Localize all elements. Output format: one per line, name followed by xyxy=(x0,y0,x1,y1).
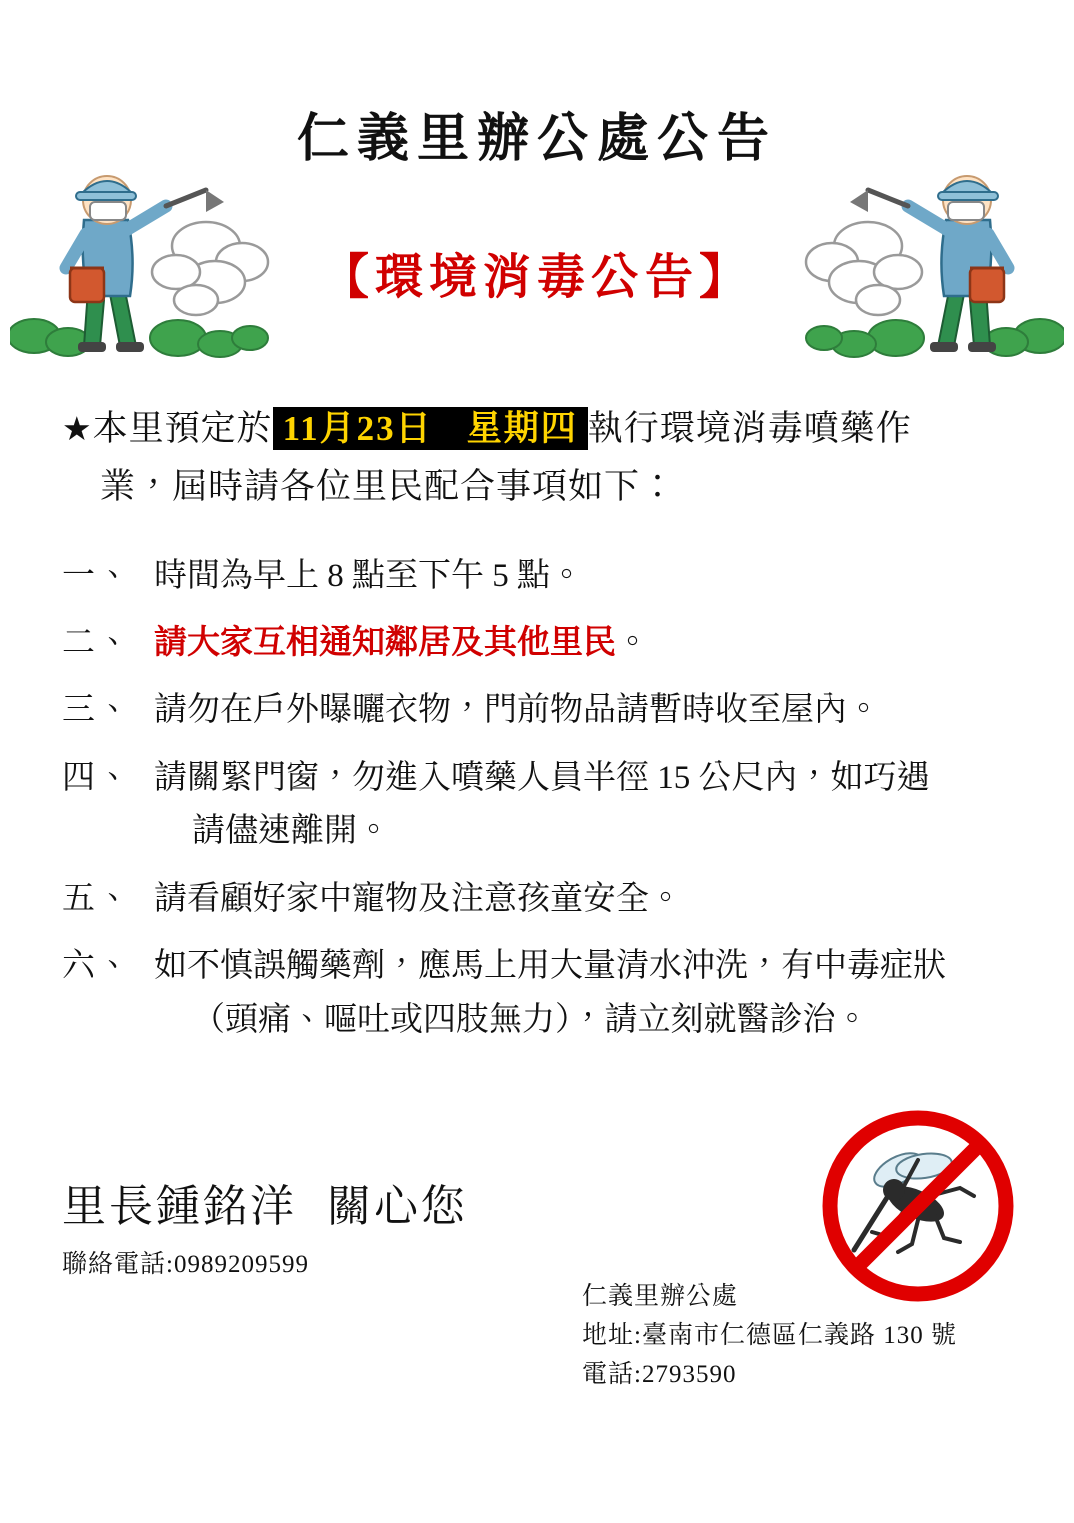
list-item-number: 三、 xyxy=(62,692,132,729)
page-subtitle: 【環境消毒公告】 xyxy=(320,251,753,304)
list-item-text xyxy=(154,752,1022,859)
contact-phone: 聯絡電話:0989209599 xyxy=(62,1251,309,1278)
village-chief-care: 關心您 xyxy=(327,1182,468,1231)
list-item-line-1: 如不慎誤觸藥劑，應馬上用大量清水沖洗，有中毒症狀 xyxy=(154,948,946,985)
list-item-line-1: 請關緊門窗，勿進入噴藥人員半徑 15 公尺內，如巧遇 xyxy=(154,759,930,796)
schedule-highlight xyxy=(273,407,588,450)
village-chief-name: 里長鍾銘洋 xyxy=(62,1182,297,1231)
schedule-date: 11月23日 xyxy=(282,409,433,448)
list-item-number: 五、 xyxy=(62,880,132,917)
list-item-suffix: 。 xyxy=(616,624,649,661)
list-item-text: 請勿在戶外曝曬衣物，門前物品請暫時收至屋內。 xyxy=(154,692,880,729)
office-address: 地址:臺南市仁德區仁義路 130 號 xyxy=(582,1321,957,1349)
poster-header xyxy=(0,0,1074,380)
list-item-text: 請看顧好家中寵物及注意孩童安全。 xyxy=(154,880,682,917)
office-name: 仁義里辦公處 xyxy=(582,1283,739,1310)
list-item-number: 六、 xyxy=(62,948,132,985)
star-icon: ★ xyxy=(62,412,93,448)
list-item xyxy=(62,550,1022,603)
list-item xyxy=(62,940,1022,1047)
schedule-weekday: 星期四 xyxy=(466,409,578,448)
lead-before: 本里預定於 xyxy=(92,409,273,448)
list-item-emphasis: 請大家互相通知鄰居及其他里民 xyxy=(154,624,616,661)
page-title: 仁義里辦公處公告 xyxy=(296,111,777,168)
list-item xyxy=(62,684,1022,737)
list-item-line-2: （頭痛、嘔吐或四肢無力），請立刻就醫診治。 xyxy=(192,1001,869,1038)
list-item xyxy=(62,873,1022,926)
instruction-list xyxy=(62,550,1022,1048)
list-item-number: 四、 xyxy=(62,759,132,796)
office-phone: 電話:2793590 xyxy=(582,1360,737,1388)
notice-body xyxy=(62,400,1022,1061)
list-item xyxy=(62,752,1022,859)
list-item xyxy=(62,617,1022,670)
no-mosquito-icon xyxy=(820,1108,1016,1304)
lead-line-2: 業，屆時請各位里民配合事項如下： xyxy=(100,466,677,506)
list-item-text xyxy=(154,940,1022,1047)
list-item-text: 時間為早上 8 點至下午 5 點。 xyxy=(154,557,583,594)
lead-paragraph xyxy=(62,400,1022,516)
list-item-number: 一、 xyxy=(62,557,132,594)
lead-after: 執行環境消毒噴藥作 xyxy=(587,409,912,448)
list-item-text xyxy=(154,617,1022,670)
list-item-number: 二、 xyxy=(62,624,132,661)
list-item-line-2: 請儘速離開。 xyxy=(192,813,390,850)
